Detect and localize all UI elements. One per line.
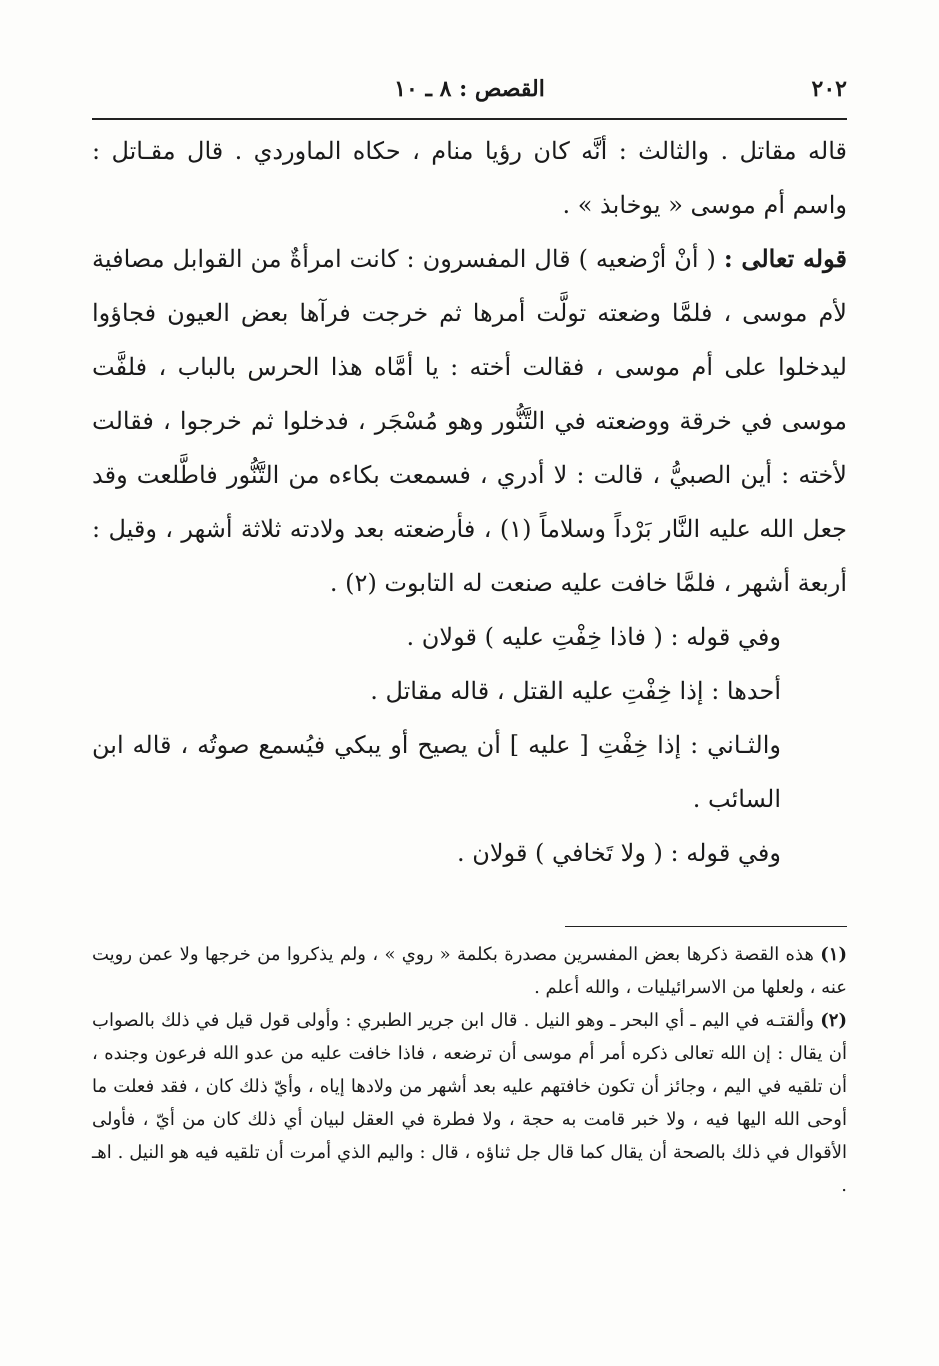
paragraph: قاله مقاتل . والثالث : أنَّه كان رؤيا منام ، حكاه الماوردي . قال مقـاتل : واسم أم موسى « يوخابذ » . bbox=[92, 137, 847, 219]
footnote bbox=[92, 938, 847, 1004]
footnote-text: هذه القصة ذكرها بعض المفسرين مصدرة بكلمة « روي » ، ولم يذكروا من خرجها ولا عمن رويت عنه ، ولعلها من الاسرائيليات ، والله أعلم . bbox=[92, 944, 847, 998]
paragraph-lead: قوله تعالى : bbox=[723, 244, 847, 273]
footnote-number: (١) bbox=[820, 944, 847, 965]
running-title: القصص : ٨ ـ ١٠ bbox=[394, 76, 545, 102]
paragraph: أحدها : إذا خِفْتِ عليه القتل ، قاله مقاتل . bbox=[370, 677, 781, 705]
footnotes bbox=[92, 938, 847, 1202]
paragraph: وفي قوله : ( ولا تَخافي ) قولان . bbox=[456, 839, 781, 867]
paragraph: وفي قوله : ( فاذا خِفْتِ عليه ) قولان . bbox=[406, 623, 781, 651]
main-text bbox=[92, 124, 847, 880]
header-rule bbox=[92, 118, 847, 120]
footnote-rule bbox=[565, 926, 847, 927]
paragraph-text: ( أنْ أرْضعيه ) قال المفسرون : كانت امرأةٌ من القوابل مصافية لأم موسى ، فلمَّا وضعته تولَّت أمرها ثم خرجت فرآها بعض العيون فجاؤوا ليدخلوا على أم موسى ، فقالت أخته : يا أمَّاه هذا الحرس بالباب ، فلفَّت موسى في خرقة ووضعته في التَّنُّور وهو مُسْجَر ، فدخلوا ثم خرجوا ، فقالت لأخته : أين الصبيُّ ، قالت : لا أدري ، فسمعت بكاءه من التَّنُّور فاطَّلعت وقد جعل الله عليه النَّار بَرْداً وسلاماً (١) ، فأرضعته بعد ولادته ثلاثة أشهر ، وقيل : أربعة أشهر ، فلمَّا خافت عليه صنعت له التابوت (٢) . bbox=[92, 245, 847, 597]
paragraph: والثـاني : إذا خِفْتِ [ عليه ] أن يصيح أو يبكي فيُسمع صوتُه ، قاله ابن السائب . bbox=[92, 731, 781, 813]
footnote-text: وألقتـه في اليم ـ أي البحر ـ وهو النيل . قال ابن جرير الطبري : وأولى قول قيل في ذلك بالصواب أن يقال : إن الله تعالى ذكره أمر أم موسى أن ترضعه ، فاذا خافت عليه من عدو الله فرعون وجنده ، أن تلقيه في اليم ، وجائز أن تكون خافتهم عليه بعد أشهر من ولادها إياه ، وأيّ ذلك كان ، فقد فعلت ما أوحى الله اليها فيه ، ولا خبر قامت به حجة ، ولا فطرة في العقل لبيان أي ذلك كان من أيّ ، فأولى الأقوال في ذلك بالصحة أن يقال كما قال جل ثناؤه ، قال : واليم الذي أمرت أن تلقيه فيه هو النيل . اهـ . bbox=[92, 1010, 847, 1196]
page-number: ٢٠٢ bbox=[811, 76, 847, 102]
page-header bbox=[92, 70, 847, 110]
footnote-number: (٢) bbox=[820, 1010, 847, 1031]
footnote bbox=[92, 1004, 847, 1202]
paragraph bbox=[92, 232, 847, 610]
